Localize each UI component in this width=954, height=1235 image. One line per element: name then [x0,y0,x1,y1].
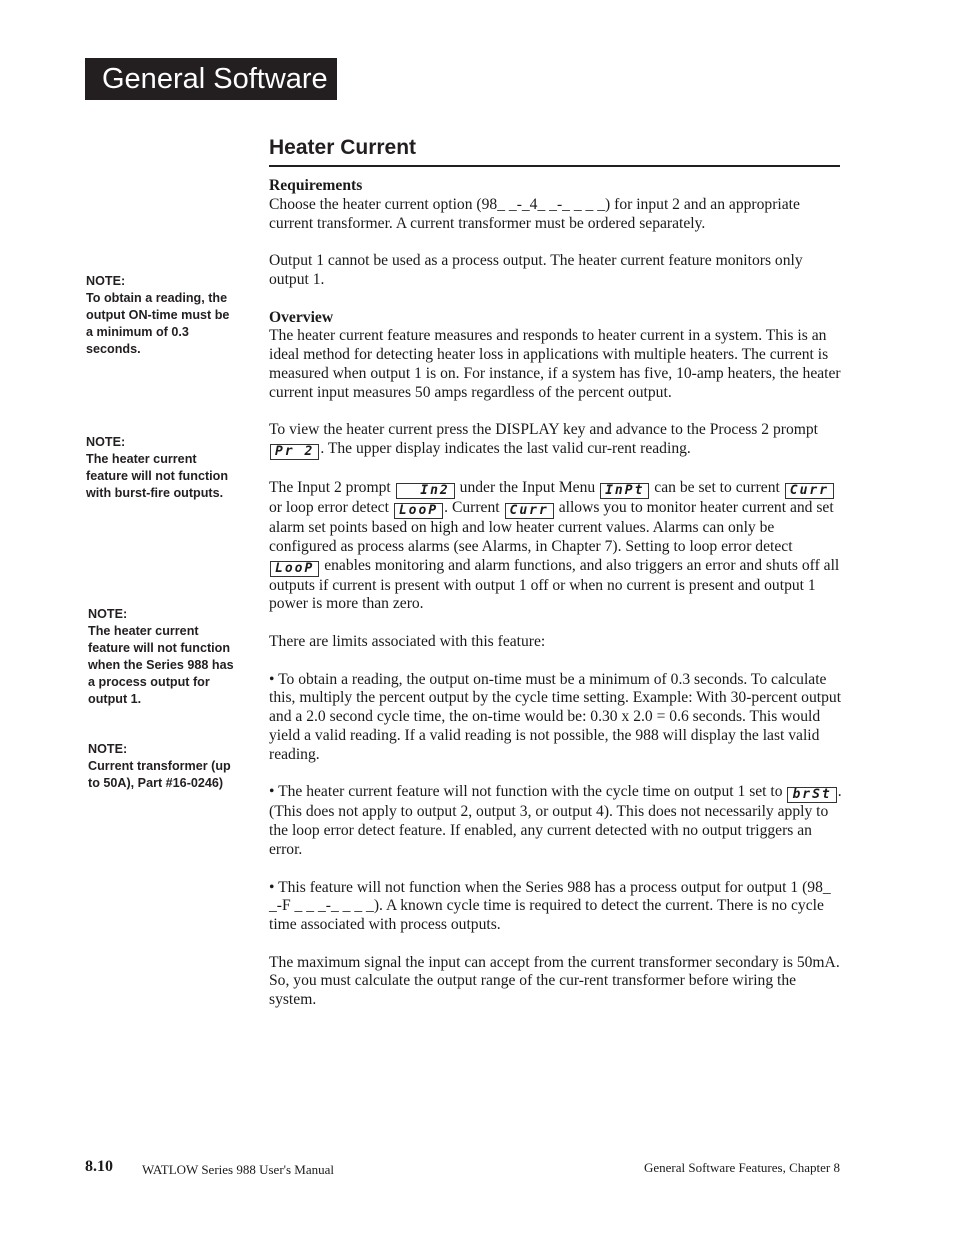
note-label: NOTE: [88,742,128,756]
footer-chapter: General Software Features, Chapter 8 [643,1160,840,1175]
lcd-brst-prompt: brSt [787,787,836,803]
text-run: under the Input Menu [455,478,600,496]
lcd-inpt-prompt: InPt [600,483,649,499]
output-paragraph: Output 1 cannot be used as a process output. The heater current feature monitors only output 1. [269,252,803,288]
input2-paragraph [269,479,842,614]
lcd-loop-prompt: LooP [394,503,443,519]
bullet-process-output: • This feature will not function when the Series 988 has a process output for output 1 (98_ _-F _ _ _-_ _ _ _). A known cycle time is required to detect the current. There is no cycle time associated with process outputs. [269,878,831,934]
note-text: Current transformer (up to 50A), Part #16-0246) [88,759,231,790]
sidebar-note-2 [86,434,236,502]
overview-paragraph [269,309,842,403]
main-content [269,177,842,1029]
text-run: . Current [444,498,504,516]
view-current-paragraph [269,421,842,460]
page-header-title: General Software [85,58,337,100]
bullet-burst-fire [269,783,842,859]
limits-intro: There are limits associated with this feature: [269,632,546,650]
requirements-text: Choose the heater current option (98_ _-_4_ _-_ _ _ _) for input 2 and an appropriate current transformer. A current transformer must be ordered separately. [269,195,800,232]
text-run: can be set to current [650,478,784,496]
lcd-curr-prompt: Curr [785,483,834,499]
text-run: . The upper display indicates the last valid cur-rent reading. [320,440,691,458]
text-run: enables monitoring and alarm functions, and also triggers an error and shuts off all outputs if current is present with output 1 off or when no current is present and output 1 power is more than zero. [269,556,840,613]
text-run: • The heater current feature will not function with the cycle time on output 1 set to [269,783,787,801]
section-rule [269,165,840,167]
overview-heading: Overview [269,308,334,326]
sidebar-note-3 [88,606,238,708]
overview-text: The heater current feature measures and responds to heater current in a system. This is an ideal method for detecting heater loss in applications with multiple heaters. The current is measured when output 1 is on. For instance, if a system has five, 10-amp heaters, the heater current input measures 50 amps regardless of the percent output. [269,327,841,401]
lcd-pr2-prompt: Pr 2 [270,444,319,460]
footer-manual-title: WATLOW Series 988 User's Manual [142,1162,335,1177]
sidebar-note-4 [88,741,238,792]
note-label: NOTE: [86,435,126,449]
note-text: The heater current feature will not function with burst-fire outputs. [86,452,229,500]
text-run: The Input 2 prompt [269,478,395,496]
note-text: The heater current feature will not function when the Series 988 has a process output for output 1. [88,624,234,706]
section-title: Heater Current [269,136,417,159]
note-label: NOTE: [86,274,126,288]
text-run: To view the heater current press the DISPLAY key and advance to the Process 2 prompt [269,421,819,439]
bullet-on-time: • To obtain a reading, the output on-time must be a minimum of 0.3 seconds. To calculate this, multiply the percent output by the cycle time setting. Example: With 30-percent output and a 2.0 second cycle time, the on-time would be: 0.30 x 2.0 = 0.6 seconds. This would yield a valid reading. If a valid reading is not possible, the 988 will display the last valid reading. [269,670,842,763]
sidebar-note-1 [86,273,236,358]
requirements-paragraph [269,177,842,233]
max-signal-paragraph: The maximum signal the input can accept from the current transformer secondary is 50mA. So, you must calculate the output range of the cur-rent transformer before wiring the system. [269,953,840,1009]
text-run: or loop error detect [269,498,393,516]
lcd-loop-prompt: LooP [270,561,319,577]
lcd-in2-prompt: In2 [396,483,455,499]
note-text: To obtain a reading, the output ON-time must be a minimum of 0.3 seconds. [86,291,230,356]
note-label: NOTE: [88,607,128,621]
text-run: allows you to monitor heater current and set alarm set points based on high and low heater current values. Alarms can only be configured as process alarms (see Alarms, in Chapter 7). Setting to loop error detect [269,498,834,555]
requirements-heading: Requirements [269,177,363,194]
text-run: . (This does not apply to output 2, output 3, or output 4). This does not necessarily apply to the loop error detect feature. If enabled, any current detected with no output triggers an error. [269,783,842,858]
lcd-curr-prompt: Curr [505,503,554,519]
footer-page-number: 8.10 [85,1158,113,1175]
